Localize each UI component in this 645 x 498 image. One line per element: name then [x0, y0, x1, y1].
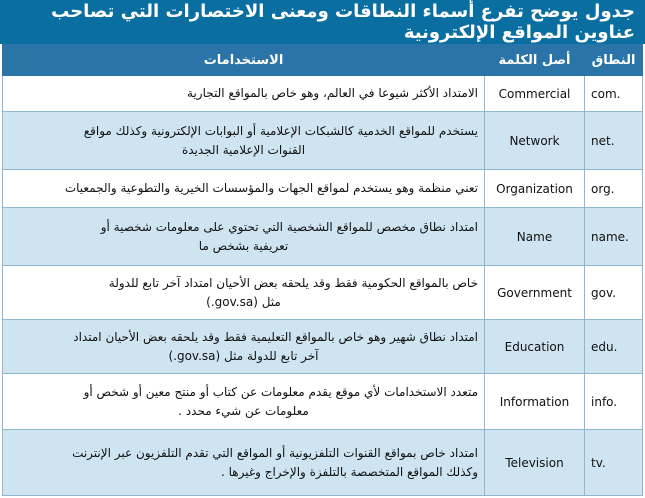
use-line: وكذلك المواقع المتخصصة بالتلفزة والإخراج وغيرها .	[220, 464, 478, 479]
cell-origin: Television	[485, 430, 585, 496]
table-row	[3, 208, 643, 266]
cell-uses	[3, 266, 485, 320]
cell-domain: info.	[585, 374, 643, 430]
cell-domain: com.	[585, 76, 643, 112]
use-line: يستخدم للمواقع الخدمية كالشبكات الإعلامية أو البوابات الإلكترونية وكذلك مواقع	[83, 123, 478, 138]
use-line: القنوات الإعلامية الجديدة	[181, 142, 306, 157]
cell-domain: edu.	[585, 320, 643, 374]
cell-uses	[3, 112, 485, 170]
cell-uses	[3, 170, 485, 208]
table-row	[3, 170, 643, 208]
cell-uses	[3, 320, 485, 374]
cell-domain: org.	[585, 170, 643, 208]
cell-domain: name.	[585, 208, 643, 266]
use-line: متعدد الاستخدامات لأي موقع يقدم معلومات عن كتاب أو منتج معين أو شخص أو	[83, 384, 478, 399]
table-row	[3, 112, 643, 170]
cell-origin: Information	[485, 374, 585, 430]
table-row	[3, 374, 643, 430]
cell-domain: gov.	[585, 266, 643, 320]
use-line: امتداد نطاق شهير وهو خاص بالمواقع التعليمية فقط وقد يلحقه بعض الأحيان امتداد	[73, 329, 478, 344]
cell-domain: tv.	[585, 430, 643, 496]
table-row	[3, 266, 643, 320]
table-title: جدول يوضح تفرع أسماء النطاقات ومعنى الاختصارات التي تصاحب عناوين المواقع الإلكترونية	[0, 0, 645, 44]
table-header-row	[3, 45, 643, 76]
use-line: معلومات عن شيء محدد .	[178, 403, 309, 418]
cell-uses	[3, 208, 485, 266]
table-row	[3, 76, 643, 112]
cell-origin: Commercial	[485, 76, 585, 112]
table-row	[3, 320, 643, 374]
header-uses: الاستخدامات	[3, 45, 485, 76]
use-line: الامتداد الأكثر شيوعا في العالم، وهو خاص بالمواقع التجارية	[187, 86, 478, 100]
cell-origin: Name	[485, 208, 585, 266]
cell-uses	[3, 430, 485, 496]
use-line: امتداد نطاق مخصص للمواقع الشخصية التي تحتوي على معلومات شخصية أو	[100, 219, 478, 234]
use-line: تعني منظمة وهو يستخدم لمواقع الجهات والمؤسسات الخيرية والتطوعية والجمعيات	[64, 181, 478, 195]
use-line: امتداد خاص بمواقع القنوات التلفزيونية أو المواقع التي تقدم التلفزيون عبر الإنترنت	[72, 445, 478, 460]
table-row	[3, 430, 643, 496]
use-line: آخر تابع للدولة مثل (gov.sa.)	[168, 348, 319, 363]
cell-domain: net.	[585, 112, 643, 170]
cell-origin: Network	[485, 112, 585, 170]
cell-uses	[3, 76, 485, 112]
use-line: مثل (gov.sa.)	[206, 294, 281, 309]
cell-origin: Government	[485, 266, 585, 320]
cell-origin: Organization	[485, 170, 585, 208]
cell-uses	[3, 374, 485, 430]
use-line: خاص بالمواقع الحكومية فقط وقد يلحقه بعض الأحيان امتداد آخر تابع للدولة	[108, 275, 478, 290]
header-domain: النطاق	[585, 45, 643, 76]
cell-origin: Education	[485, 320, 585, 374]
domains-table	[2, 44, 643, 496]
header-origin: أصل الكلمة	[485, 45, 585, 76]
use-line: تعريفية بشخص ما	[198, 238, 289, 253]
